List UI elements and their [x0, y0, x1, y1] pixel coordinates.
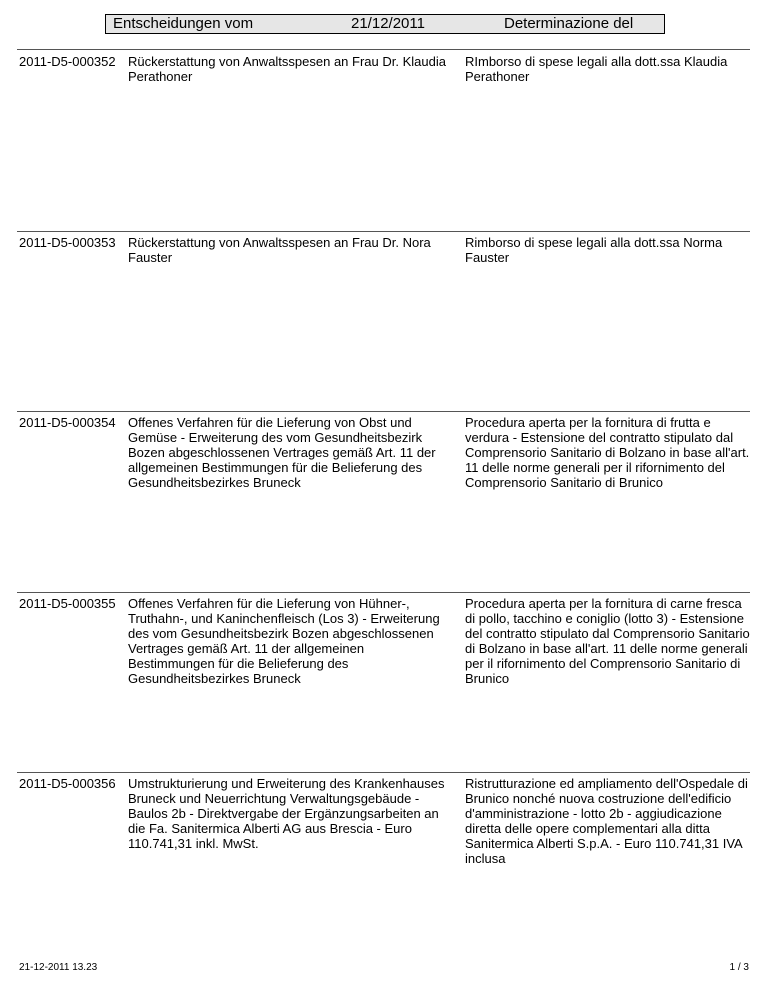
decision-code: 2011-D5-000356	[19, 776, 116, 791]
decision-code: 2011-D5-000352	[19, 54, 116, 69]
decision-text-it: RImborso di spese legali alla dott.ssa Klaudia Perathoner	[465, 54, 728, 84]
decision-text-it: Ristrutturazione ed ampliamento dell'Ospedale di Brunico nonché nuova costruzione dell'edificio d'amministrazione - lotto 2b - aggiudicazione diretta delle opere complementari alla ditta Sanitermica Alberti S.p.A. - Euro 110.741,31 IVA inclusa	[465, 776, 748, 866]
decision-text-de: Offenes Verfahren für die Lieferung von Obst und Gemüse - Erweiterung des vom Gesundheitsbezirk Bozen abgeschlossenen Vertrages gemäß Art. 11 der allgemeinen Bestimmungen für die Belieferung des Gesundheitsbezirkes Bruneck	[128, 415, 436, 490]
header-de-title: Entscheidungen vom	[113, 15, 254, 32]
header-date: 21/12/2011	[351, 15, 425, 32]
decision-text-it: Rimborso di spese legali alla dott.ssa Norma Fauster	[465, 235, 723, 265]
decision-text-de: Rückerstattung von Anwaltsspesen an Frau Dr. Nora Fauster	[128, 235, 431, 265]
decision-text-de: Umstrukturierung und Erweiterung des Krankenhauses Bruneck und Neuerrichtung Verwaltungsgebäude - Baulos 2b - Direktvergabe der Ergänzungsarbeiten an die Fa. Sanitermica Alberti AG aus Brescia - Euro 110.741,31 inkl. MwSt.	[128, 776, 445, 851]
decision-code: 2011-D5-000353	[19, 235, 116, 250]
divider	[17, 772, 750, 773]
footer-timestamp: 21-12-2011 13.23	[19, 962, 98, 973]
divider	[17, 411, 750, 412]
decision-code: 2011-D5-000355	[19, 596, 116, 611]
page-number: 1 / 3	[729, 962, 749, 973]
decision-text-it: Procedura aperta per la fornitura di carne fresca di pollo, tacchino e coniglio (lotto 3) - Estensione del contratto stipulato dal Comprensorio Sanitario di Bolzano in base all'art. 11 delle norme generali per il rifornimento del Comprensorio Sanitario di Brunico	[465, 596, 750, 686]
divider	[17, 231, 750, 232]
divider	[17, 49, 750, 50]
decision-text-de: Offenes Verfahren für die Lieferung von Hühner-, Truthahn-, und Kaninchenfleisch (Los 3) - Erweiterung des vom Gesundheitsbezirk Bozen abgeschlossenen Vertrages gemäß Art. 11 der allgemeinen Bestimmungen für die Belieferung des Gesundheitsbezirkes Bruneck	[128, 596, 440, 686]
header-it-title: Determinazione del	[504, 15, 634, 32]
decision-code: 2011-D5-000354	[19, 415, 116, 430]
divider	[17, 592, 750, 593]
document-header	[105, 14, 665, 34]
decision-text-de: Rückerstattung von Anwaltsspesen an Frau Dr. Klaudia Perathoner	[128, 54, 446, 84]
decision-text-it: Procedura aperta per la fornitura di frutta e verdura - Estensione del contratto stipulato dal Comprensorio Sanitario di Bolzano in base all'art. 11 delle norme generali per il rifornimento del Comprensorio Sanitario di Brunico	[465, 415, 750, 490]
